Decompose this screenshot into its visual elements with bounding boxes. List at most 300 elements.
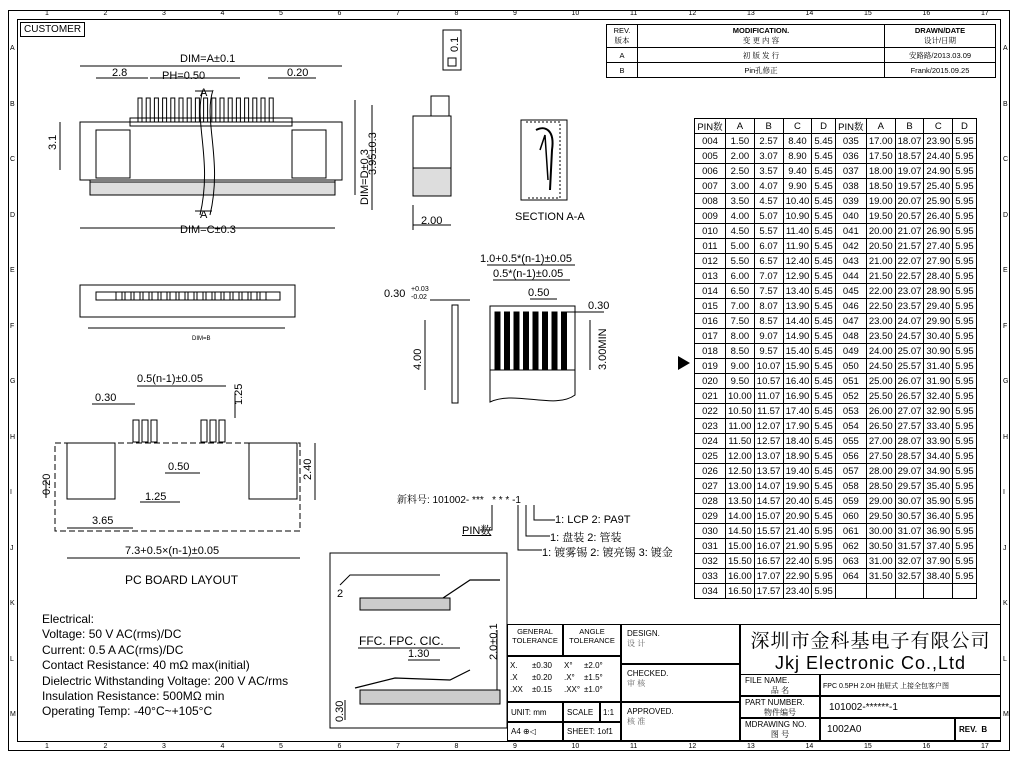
front-pin (251, 292, 257, 300)
pin-table-cell: 12.07 (754, 419, 783, 434)
pin-table-cell: 5.95 (953, 284, 977, 299)
zone-col-marker: 6 (337, 10, 342, 17)
pin-table-cell: 043 (835, 254, 866, 269)
approved-label-cn: 核 准 (627, 717, 646, 726)
pin-table-cell: 20.00 (866, 224, 895, 239)
pin-table-cell: 18.90 (783, 449, 812, 464)
rev-cell: A (607, 48, 638, 63)
pin-table-cell: 5.07 (754, 209, 783, 224)
pin-table-cell: 28.50 (866, 479, 895, 494)
pin-table-cell: 14.50 (726, 524, 755, 539)
pin-table-cell: 5.95 (953, 479, 977, 494)
partno-stars2: * * * -1 (492, 495, 521, 506)
pin-table-cell: 5.95 (953, 194, 977, 209)
pin-table-cell: 37.90 (924, 554, 953, 569)
tolerance-cell: .XX° (564, 685, 581, 694)
pin-table-cell: 37.40 (924, 539, 953, 554)
front-pin (206, 292, 212, 300)
pin-table-cell: 5.45 (812, 314, 836, 329)
zone-col-marker: 12 (688, 743, 697, 750)
drawing-no-value: 1002A0 (820, 718, 955, 741)
pin-table-cell: 5.45 (812, 329, 836, 344)
unit-label: UNIT: mm (507, 702, 563, 722)
approved-label: APPROVED. (627, 707, 674, 716)
pin-table-cell: 19.50 (866, 209, 895, 224)
company-name-cn: 深圳市金科基电子有限公司 (750, 630, 991, 652)
pin-table-row (695, 464, 977, 479)
pin-table-cell: 35.40 (924, 479, 953, 494)
pin-table-cell: 5.95 (953, 299, 977, 314)
zone-row-marker: A (1003, 45, 1008, 52)
electrical-specs (42, 612, 288, 720)
pin-table-cell: 28.90 (924, 284, 953, 299)
pin-table-row (695, 164, 977, 179)
pin-table-cell: 23.07 (895, 284, 924, 299)
pin-table-cell: 16.00 (726, 569, 755, 584)
zone-row-marker: K (1003, 600, 1008, 607)
zone-col-marker: 14 (805, 743, 814, 750)
dim-d: DIM=D±0.3 (359, 149, 371, 205)
pin-table-cell: 026 (695, 464, 726, 479)
pin-table-cell: 15.40 (783, 344, 812, 359)
pin-table-cell: 29.07 (895, 464, 924, 479)
pin-table-cell: 5.45 (812, 194, 836, 209)
pin-table-cell: 15.50 (726, 554, 755, 569)
pin-table-cell (924, 584, 953, 599)
fpc-contact (533, 312, 538, 370)
partno-stars1: *** (472, 495, 484, 506)
zone-col-marker: 14 (805, 10, 814, 17)
zone-col-marker: 9 (513, 10, 517, 17)
zone-row-marker: H (10, 433, 16, 441)
pin-table-cell: 13.50 (726, 494, 755, 509)
checked-label: CHECKED. (627, 669, 669, 678)
pin-table-cell: 27.00 (866, 434, 895, 449)
pin-table-cell: 057 (835, 464, 866, 479)
pin-table-cell: 24.57 (895, 329, 924, 344)
pin-table-cell: 5.45 (812, 404, 836, 419)
tolerance-row (510, 672, 618, 684)
zone-row-marker: E (1003, 267, 1008, 274)
design-label: DESIGN. (627, 629, 660, 638)
pin-table-cell: 5.95 (953, 434, 977, 449)
pin-table-cell: 5.45 (812, 449, 836, 464)
pin-table-cell: 11.40 (783, 224, 812, 239)
pin-table-cell: 007 (695, 179, 726, 194)
pin-table-cell: 13.57 (754, 464, 783, 479)
pin-table-cell: 5.45 (812, 134, 836, 149)
pin-table-cell: 23.40 (783, 584, 812, 599)
pin-table-cell: 058 (835, 479, 866, 494)
zone-col-marker: 10 (571, 10, 580, 17)
checked-label-cn: 审 核 (627, 679, 646, 688)
pin-table-cell: 13.00 (726, 479, 755, 494)
pin-table-cell: 2.00 (726, 149, 755, 164)
pin-table-cell: 053 (835, 404, 866, 419)
section-mark-bottom: A (200, 209, 208, 221)
pin-table-cell: 15.90 (783, 359, 812, 374)
front-pin (125, 292, 131, 300)
pin-table-row (695, 254, 977, 269)
pin-table-cell (895, 584, 924, 599)
pin-table-cell: 040 (835, 209, 866, 224)
pin-table-cell: 14.00 (726, 509, 755, 524)
customer-label: CUSTOMER (20, 22, 85, 37)
pin-table-cell: 024 (695, 434, 726, 449)
pin-table-cell: 27.90 (924, 254, 953, 269)
pin-table-cell: 022 (695, 404, 726, 419)
pin-table-cell: 028 (695, 494, 726, 509)
pin-table-cell: 5.95 (953, 419, 977, 434)
pin-table-row (695, 389, 977, 404)
angle-tolerance-header: ANGLE TOLERANCE (563, 624, 621, 656)
pin-table-row (695, 434, 977, 449)
zone-col-marker: 7 (396, 743, 400, 750)
rev-label: REV. (959, 725, 977, 734)
zone-row-marker: J (1003, 544, 1007, 552)
pin-table-header-cell: D (812, 119, 836, 134)
pin-table-cell: 047 (835, 314, 866, 329)
pin-table-row (695, 554, 977, 569)
dim-pcb-050: 0.50 (168, 461, 190, 473)
part-number-value: 101002-******-1 (820, 696, 1001, 718)
approved-cell (621, 702, 740, 741)
pin-table-cell: 5.95 (953, 179, 977, 194)
fpc-contact (543, 312, 548, 370)
pin-table-cell: 22.50 (866, 299, 895, 314)
dim-pcb-365: 3.65 (92, 515, 114, 527)
pin-table-cell: 5.95 (812, 539, 836, 554)
zone-col-marker: 1 (45, 10, 49, 17)
pin-table-cell: 055 (835, 434, 866, 449)
pin-table-cell: 31.57 (895, 539, 924, 554)
pin-table-cell: 33.40 (924, 419, 953, 434)
pin-table-cell: 037 (835, 164, 866, 179)
tolerance-cell: ±0.30 (532, 661, 552, 670)
pin-table-row (695, 374, 977, 389)
pin-table-cell: 11.57 (754, 404, 783, 419)
pin-table-cell: 14.57 (754, 494, 783, 509)
pin-table-cell: 29.00 (866, 494, 895, 509)
mod-header-label: MODIFICATION. (732, 26, 790, 35)
rev-header-cn: 版本 (614, 36, 630, 45)
dim-fpc-total: 1.0+0.5*(n-1)±0.05 (480, 253, 572, 265)
pin-table-cell: 17.40 (783, 404, 812, 419)
pin-table-cell: 4.57 (754, 194, 783, 209)
pin-table-header-cell: PIN数 (835, 119, 866, 134)
pin-table-cell: 5.95 (953, 149, 977, 164)
company-name (740, 624, 1001, 674)
pin-table-cell: 22.57 (895, 269, 924, 284)
pin-table-cell: 5.45 (812, 389, 836, 404)
pin-table-cell: 023 (695, 419, 726, 434)
zone-col-marker: 2 (103, 10, 108, 17)
pin-table-cell: 060 (835, 509, 866, 524)
pin-table-cell: 38.40 (924, 569, 953, 584)
pin-table-cell: 22.00 (866, 284, 895, 299)
pin-table-row (695, 539, 977, 554)
pin-table-cell: 21.50 (866, 269, 895, 284)
pin-table-cell: 20.90 (783, 509, 812, 524)
pin-table-header-cell: D (953, 119, 977, 134)
pin-table-cell: 24.90 (924, 164, 953, 179)
zone-col-marker: 13 (747, 743, 755, 750)
front-pin (224, 292, 230, 300)
pin-table-cell: 25.57 (895, 359, 924, 374)
zone-col-marker: 16 (922, 743, 931, 750)
pin-table-cell (835, 584, 866, 599)
zone-row-marker: I (1003, 489, 1005, 496)
drawn-header-label: DRAWN/DATE (914, 26, 966, 35)
zone-col-marker: 8 (454, 743, 459, 750)
pin-table-cell: 049 (835, 344, 866, 359)
fpc-contact (524, 312, 529, 370)
front-pin (215, 292, 221, 300)
fpc-contact (514, 312, 519, 370)
tolerance-cell: ±0.15 (532, 685, 552, 694)
pin-table-cell: 26.07 (895, 374, 924, 389)
pin-table-header-cell: C (783, 119, 812, 134)
pin-table-row (695, 179, 977, 194)
pin-table-cell: 5.95 (953, 404, 977, 419)
pin-table-header-cell: PIN数 (695, 119, 726, 134)
zone-col-marker: 5 (279, 743, 283, 750)
pin-table-cell: 016 (695, 314, 726, 329)
pin-table-cell: 5.45 (812, 434, 836, 449)
pin-table-cell: 5.45 (812, 359, 836, 374)
pin-table-cell: 6.07 (754, 239, 783, 254)
pin-table-cell: 14.07 (754, 479, 783, 494)
pin-table-row (695, 344, 977, 359)
pin-table-cell: 044 (835, 269, 866, 284)
zone-col-marker: 9 (513, 743, 517, 750)
zone-col-marker: 8 (454, 10, 459, 17)
dim-2: 2 (337, 588, 344, 600)
pin-table-cell: 5.95 (812, 524, 836, 539)
pin-table-cell: 5.45 (812, 494, 836, 509)
pin-table-cell: 30.57 (895, 509, 924, 524)
pin-table-cell: 27.40 (924, 239, 953, 254)
pin-table-cell: 19.40 (783, 464, 812, 479)
pin-table-cell: 22.40 (783, 554, 812, 569)
zone-col-marker: 3 (162, 10, 166, 17)
zone-col-marker: 6 (337, 743, 342, 750)
pin-table-cell: 32.40 (924, 389, 953, 404)
pin-table-cell: 21.40 (783, 524, 812, 539)
pin-dimension-table (694, 118, 977, 599)
pin-table-cell: 5.95 (953, 449, 977, 464)
pin-table-row (695, 224, 977, 239)
pin-table-cell: 5.45 (812, 149, 836, 164)
pin-table-cell: 4.00 (726, 209, 755, 224)
pin-table-cell: 30.90 (924, 344, 953, 359)
zone-row-marker: C (1003, 156, 1009, 163)
pin-table-cell: 5.95 (953, 344, 977, 359)
front-pin (179, 292, 185, 300)
tolerance-values (507, 656, 621, 702)
pin-table-cell: 19.07 (895, 164, 924, 179)
pin-table-row (695, 524, 977, 539)
pin-table-cell: 16.40 (783, 374, 812, 389)
section-mark-top: A (200, 87, 208, 99)
general-tolerance-header: GENERAL TOLERANCE (507, 624, 563, 656)
tolerance-cell: .XX (510, 685, 523, 694)
dim-fpc-400: 4.00 (412, 348, 424, 370)
partno-pin-label: PIN数 (462, 525, 492, 537)
pin-table-header-cell: A (726, 119, 755, 134)
pin-table-cell: 038 (835, 179, 866, 194)
pin-table-cell: 15.00 (726, 539, 755, 554)
front-pin (260, 292, 266, 300)
pin-table-row (695, 329, 977, 344)
pin-table-header (695, 119, 977, 134)
pin-table-cell: 14.40 (783, 314, 812, 329)
pin-table-cell: 5.45 (812, 164, 836, 179)
fpc-contact (552, 312, 557, 370)
partno-opt3: 1: 镀雾锡 2: 镀亮锡 3: 镀金 (542, 547, 673, 559)
pin-table-row (695, 194, 977, 209)
pin-table-cell: 5.95 (953, 554, 977, 569)
pin-table-cell: 10.00 (726, 389, 755, 404)
spec-contact-resistance: Contact Resistance: 40 mΩ max(initial) (42, 658, 250, 673)
design-cell (621, 624, 740, 664)
partno-prefix: 新料号: 101002- (397, 495, 473, 506)
pin-table-cell: 17.50 (866, 149, 895, 164)
pin-table-row (695, 509, 977, 524)
pin-table-cell: 005 (695, 149, 726, 164)
pin-table-cell: 7.50 (726, 314, 755, 329)
zone-col-marker: 13 (747, 10, 755, 17)
pin-table-cell: 32.07 (895, 554, 924, 569)
pin-table-cell: 26.57 (895, 389, 924, 404)
pin-table-cell: 23.90 (924, 134, 953, 149)
fpc-contact (562, 312, 567, 370)
pin-table-cell: 24.40 (924, 149, 953, 164)
ffc-label: FFC. FPC. CIC. (359, 634, 444, 648)
zone-col-marker: 10 (571, 743, 580, 750)
pin-table-cell: 5.95 (953, 509, 977, 524)
pin-table-cell: 012 (695, 254, 726, 269)
pin-table-cell: 19.00 (866, 194, 895, 209)
dim-0-30b: 0.30 (334, 700, 346, 722)
pin-table-cell: 18.40 (783, 434, 812, 449)
dim-fpc-300min: 3.00MIN (597, 328, 609, 370)
front-pin (116, 292, 122, 300)
pin-table-cell: 5.45 (812, 239, 836, 254)
front-pin (143, 292, 149, 300)
pin-table-row (695, 299, 977, 314)
pin-table-cell: 5.95 (953, 329, 977, 344)
dim-pcb-030: 0.30 (95, 392, 117, 404)
pin-table-cell: 28.40 (924, 269, 953, 284)
part-number-title: PART NUMBER. (745, 698, 805, 707)
pin-table-cell: 21.57 (895, 239, 924, 254)
zone-col-marker: 15 (864, 743, 872, 750)
spec-dielectric: Dielectric Withstanding Voltage: 200 V AC/rms (42, 673, 289, 688)
dim-2-0: 2.0±0.1 (488, 623, 500, 660)
drawn-header (885, 25, 996, 48)
pin-table-cell: 027 (695, 479, 726, 494)
pcb-title: PC BOARD LAYOUT (125, 573, 239, 587)
zone-col-marker: 12 (688, 10, 697, 17)
pin-table-cell: 29.40 (924, 299, 953, 314)
dim-pcb-total: 7.3+0.5×(n-1)±0.05 (125, 545, 220, 557)
front-pin (233, 292, 239, 300)
pin-table-cell: 5.95 (953, 389, 977, 404)
pin-table-row (695, 209, 977, 224)
pin-table-cell: 042 (835, 239, 866, 254)
tolerance-row (510, 660, 618, 672)
pin-table-cell: 21.00 (866, 254, 895, 269)
zone-row-marker: K (10, 600, 15, 607)
pin-table-header-cell: C (924, 119, 953, 134)
spec-current: Current: 0.5 A AC(rms)/DC (42, 642, 184, 657)
pin-table-cell: 30.40 (924, 329, 953, 344)
pin-table-cell: 031 (695, 539, 726, 554)
fpc-contact (495, 312, 500, 370)
zone-col-marker: 17 (981, 10, 989, 17)
part-number-label (740, 696, 820, 718)
pin-table-cell: 2.50 (726, 164, 755, 179)
pin-table-cell: 22.90 (783, 569, 812, 584)
dim-fpc-pitch: 0.5*(n-1)±0.05 (493, 268, 564, 280)
dim-3-95: 3.95±0.3 (367, 132, 379, 175)
pin-table-cell: 6.50 (726, 284, 755, 299)
section-label: SECTION A-A (515, 211, 585, 223)
tolerance-cell: X° (564, 661, 573, 670)
section-aa (521, 120, 567, 200)
mod-cell: 初 版 发 行 (638, 48, 885, 63)
pin-table-cell: 13.90 (783, 299, 812, 314)
front-pin (152, 292, 158, 300)
zone-row-marker: H (1003, 433, 1009, 441)
pin-table-cell: 9.07 (754, 329, 783, 344)
file-name-value: FPC 0.5PH 2.0H 抽屉式 上接全包客户图 (820, 674, 1001, 696)
fpc-contact (505, 312, 510, 370)
pin-table-cell: 25.07 (895, 344, 924, 359)
pin-table-cell: 7.57 (754, 284, 783, 299)
pin-table-row (695, 134, 977, 149)
pin-table-cell: 25.90 (924, 194, 953, 209)
pin-table-cell: 12.50 (726, 464, 755, 479)
zone-row-marker: M (1003, 711, 1009, 718)
pin-table-cell: 8.40 (783, 134, 812, 149)
front-pin (242, 292, 248, 300)
mod-cell: Pin孔修正 (638, 63, 885, 78)
pin-table-cell: 18.00 (866, 164, 895, 179)
pin-table-cell: 9.90 (783, 179, 812, 194)
pin-table-cell: 3.57 (754, 164, 783, 179)
pin-table-cell: 18.50 (866, 179, 895, 194)
dim-pcb-125v: 1.25 (233, 383, 245, 405)
zone-col-marker: 1 (45, 743, 49, 750)
pin-table-cell: 32.90 (924, 404, 953, 419)
pin-table-cell: 006 (695, 164, 726, 179)
pin-table-cell: 29.50 (866, 509, 895, 524)
zone-col-marker: 4 (220, 743, 225, 750)
side-view (413, 30, 461, 230)
front-pin (161, 292, 167, 300)
zone-col-marker: 4 (220, 10, 225, 17)
pin-table-row (695, 449, 977, 464)
pin-table-cell: 030 (695, 524, 726, 539)
rev-header-label: REV. (613, 26, 631, 35)
pin-table-cell: 9.57 (754, 344, 783, 359)
pin-table-cell: 3.50 (726, 194, 755, 209)
pin-table-cell: 17.57 (754, 584, 783, 599)
pin-table-cell: 008 (695, 194, 726, 209)
part-number-cn: 物件编号 (764, 708, 796, 717)
